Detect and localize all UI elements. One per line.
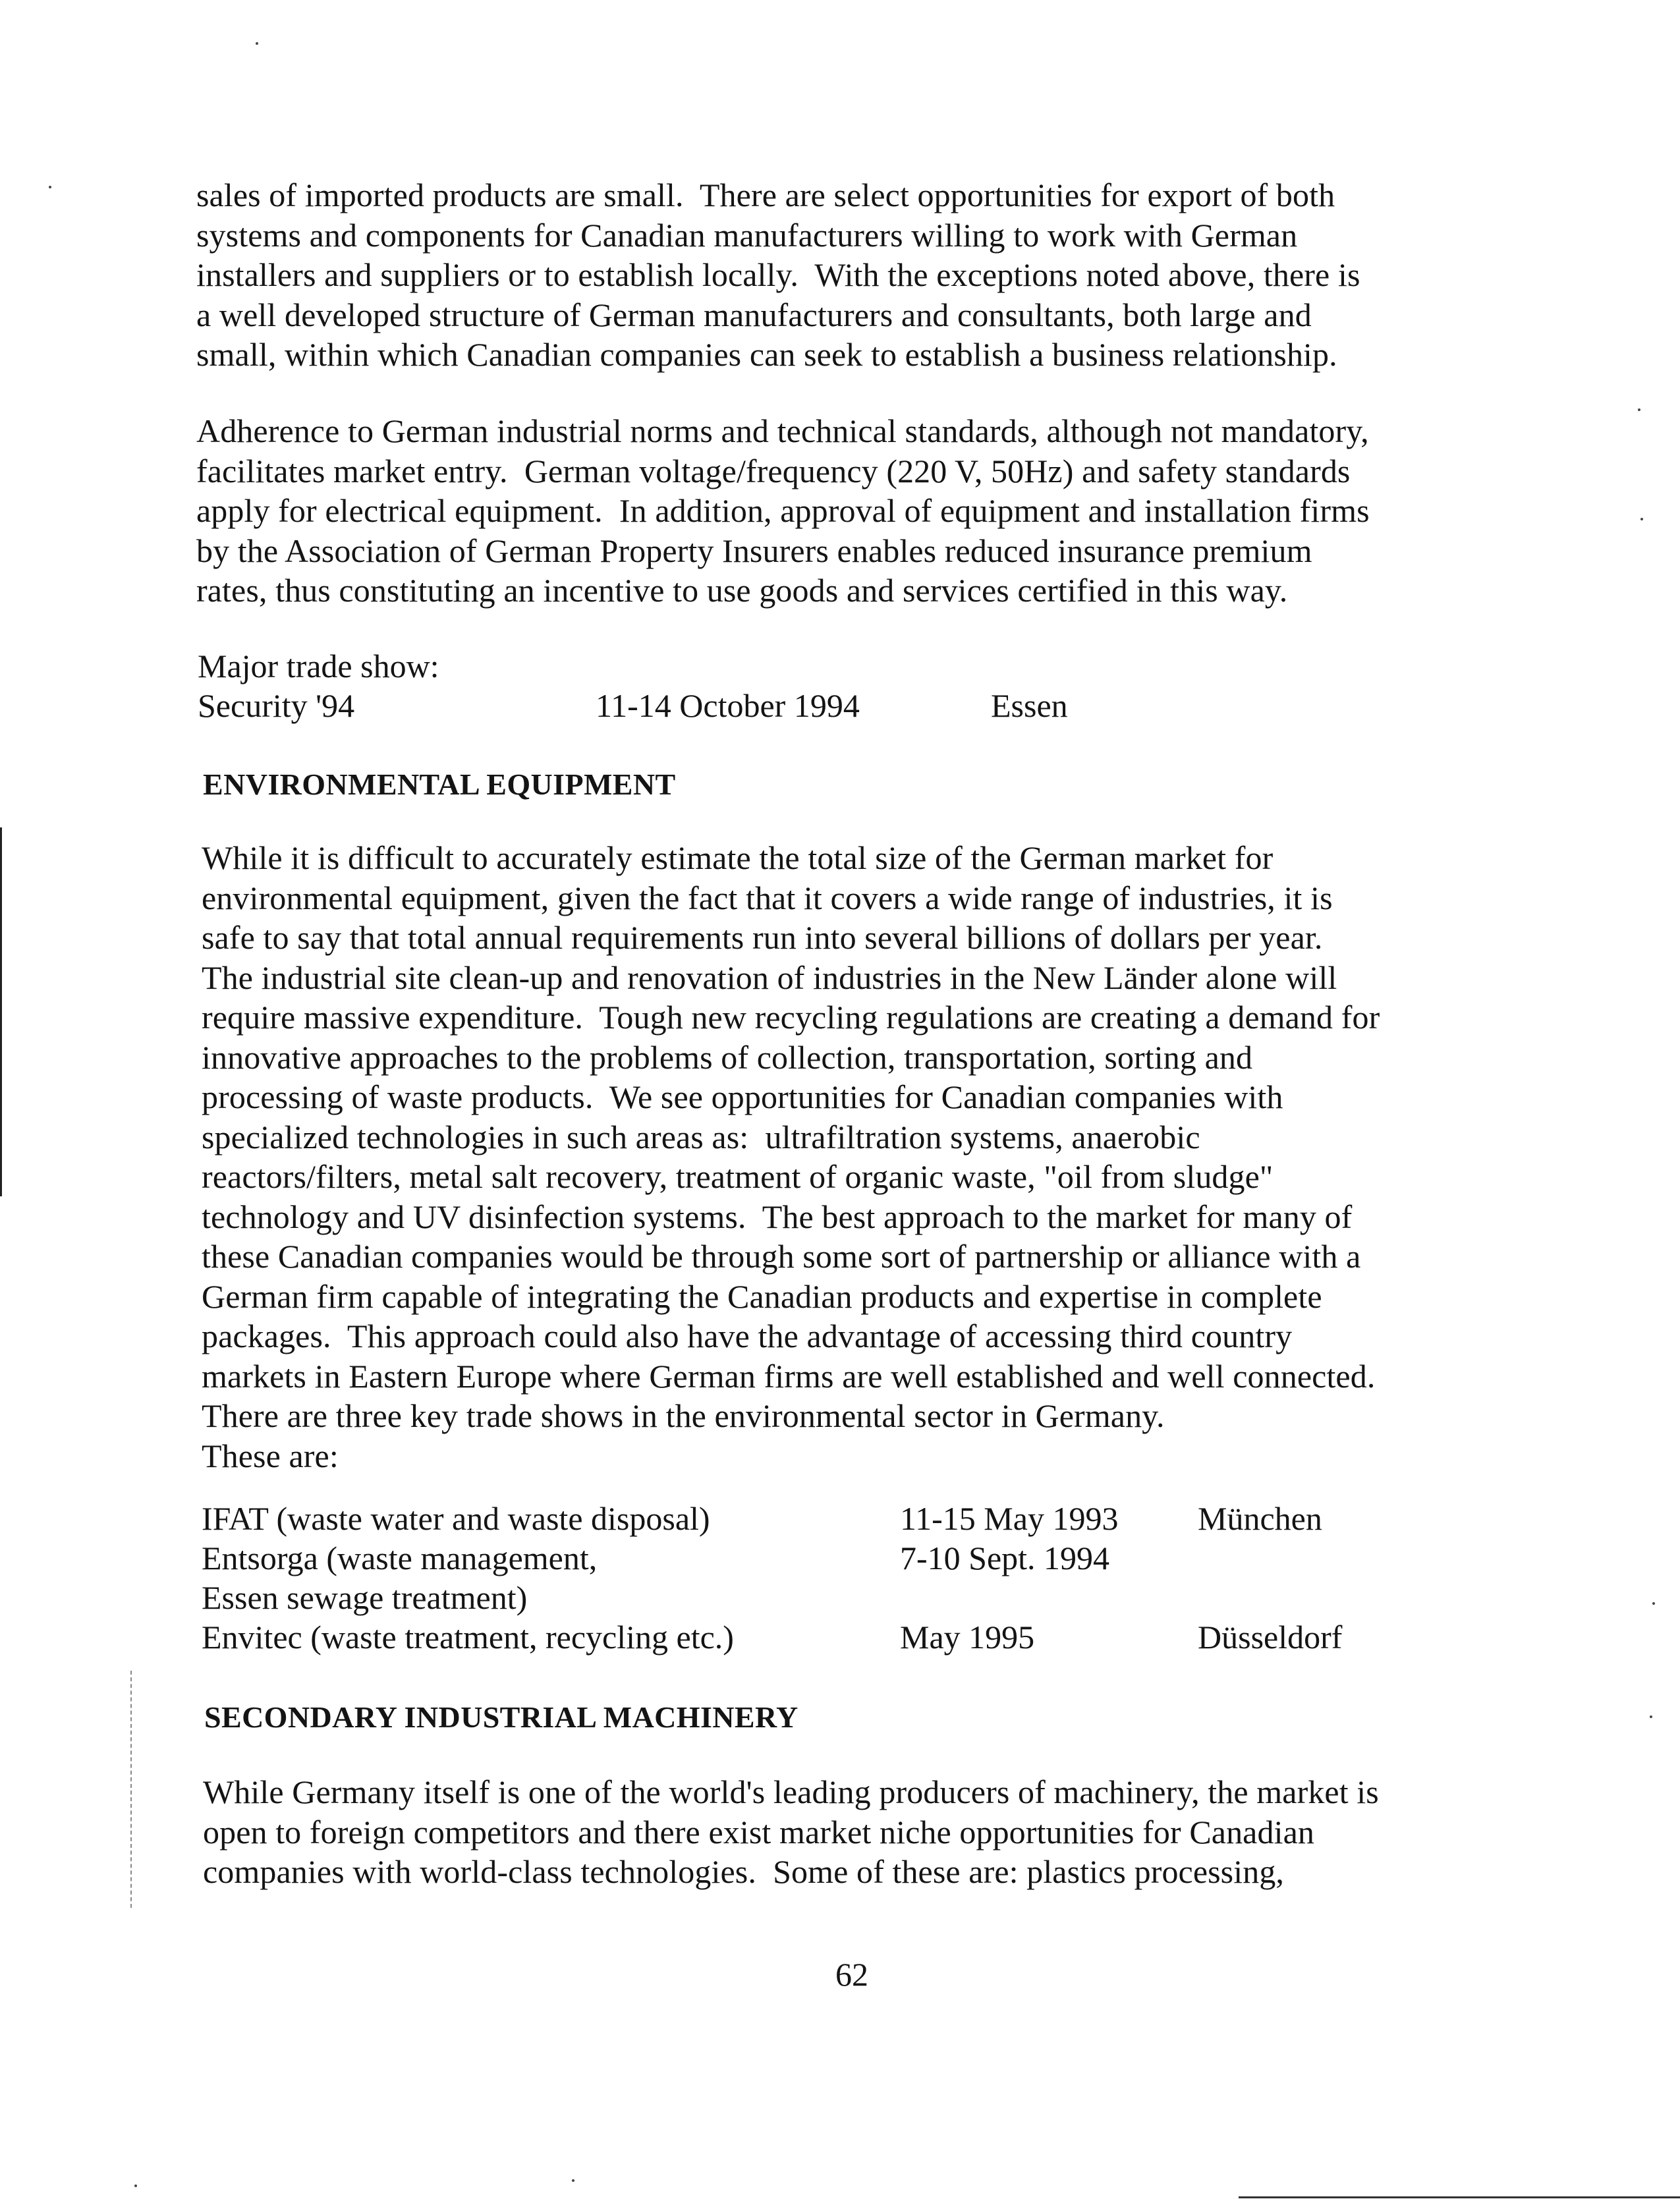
text-line: There are three key trade shows in the environmental sector in Germany. xyxy=(202,1397,1165,1434)
text-line: require massive expenditure. Tough new recycling regulations are creating a demand for xyxy=(202,999,1380,1036)
trade-show-location: Essen xyxy=(991,687,1068,724)
section-heading-machinery: SECONDARY INDUSTRIAL MACHINERY xyxy=(204,1700,798,1734)
scan-speck xyxy=(256,42,258,45)
text-line: processing of waste products. We see opportunities for Canadian companies with xyxy=(202,1078,1283,1115)
text-line: markets in Eastern Europe where German firms are well established and well connected. xyxy=(202,1357,1376,1395)
text-line: The industrial site clean-up and renovation of industries in the New Länder alone will xyxy=(202,959,1337,996)
scan-speck xyxy=(572,2179,574,2182)
text-line: installers and suppliers or to establish locally. With the exceptions noted above, there is xyxy=(196,256,1360,293)
trade-show-name: Security '94 xyxy=(198,687,355,724)
scan-margin-mark xyxy=(130,1671,133,1908)
text-line: systems and components for Canadian manufacturers willing to work with German xyxy=(196,216,1298,254)
paragraph-standards xyxy=(196,411,1514,611)
scan-speck xyxy=(1638,408,1640,411)
paragraph-intro xyxy=(196,175,1514,375)
section-heading-environmental: ENVIRONMENTAL EQUIPMENT xyxy=(203,767,676,801)
text-line: technology and UV disinfection systems. The best approach to the market for many of xyxy=(202,1198,1353,1235)
text-line: apply for electrical equipment. In addition, approval of equipment and installation firms xyxy=(196,492,1370,529)
text-line: reactors/filters, metal salt recovery, treatment of organic waste, "oil from sludge" xyxy=(202,1158,1274,1195)
trade-show-label: Major trade show: xyxy=(198,648,439,684)
text-line: safe to say that total annual requirements run into several billions of dollars per year. xyxy=(202,919,1323,956)
trade-show-row-name: IFAT (waste water and waste disposal) xyxy=(202,1500,710,1537)
trade-show-row-name: Essen sewage treatment) xyxy=(202,1579,528,1616)
trade-show-row-date: 11-15 May 1993 xyxy=(900,1500,1119,1537)
scan-speck xyxy=(1640,518,1643,520)
page-number: 62 xyxy=(835,1956,868,1993)
scan-speck xyxy=(1652,1602,1655,1605)
text-line: These are: xyxy=(202,1437,339,1474)
text-line: While it is difficult to accurately estimate the total size of the German market for xyxy=(202,839,1274,876)
scan-edge-line xyxy=(0,827,2,1196)
text-line: open to foreign competitors and there exist market niche opportunities for Canadian xyxy=(203,1813,1314,1851)
text-line: sales of imported products are small. There are select opportunities for export of both xyxy=(196,177,1335,213)
paragraph-environmental xyxy=(202,838,1519,1476)
trade-show-date: 11-14 October 1994 xyxy=(596,687,860,724)
scan-speck xyxy=(49,186,51,188)
text-line: While Germany itself is one of the world's leading producers of machinery, the market is xyxy=(203,1773,1379,1810)
trade-show-row-name: Envitec (waste treatment, recycling etc.) xyxy=(202,1619,734,1656)
text-line: a well developed structure of German manufacturers and consultants, both large and xyxy=(196,296,1312,333)
text-line: Adherence to German industrial norms and technical standards, although not mandatory, xyxy=(196,412,1369,449)
scan-edge-line xyxy=(1239,2196,1680,2198)
text-line: companies with world-class technologies. Some of these are: plastics processing, xyxy=(203,1853,1285,1890)
trade-show-row-date: May 1995 xyxy=(900,1619,1035,1656)
trade-show-row-location: München xyxy=(1198,1500,1322,1537)
trade-show-row-date: 7-10 Sept. 1994 xyxy=(900,1540,1110,1576)
text-line: facilitates market entry. German voltage/frequency (220 V, 50Hz) and safety standards xyxy=(196,452,1351,489)
text-line: German firm capable of integrating the Canadian products and expertise in complete xyxy=(202,1277,1322,1315)
text-line: small, within which Canadian companies can seek to establish a business relationship. xyxy=(196,336,1337,373)
text-line: innovative approaches to the problems of collection, transportation, sorting and xyxy=(202,1038,1253,1076)
text-line: rates, thus constituting an incentive to use goods and services certified in this way. xyxy=(196,572,1288,609)
paragraph-machinery xyxy=(203,1772,1521,1892)
text-line: these Canadian companies would be through some sort of partnership or alliance with a xyxy=(202,1238,1361,1275)
trade-show-row-name: Entsorga (waste management, xyxy=(202,1540,598,1576)
scan-speck xyxy=(1650,1715,1652,1718)
text-line: by the Association of German Property Insurers enables reduced insurance premium xyxy=(196,532,1312,569)
text-line: packages. This approach could also have the advantage of accessing third country xyxy=(202,1318,1293,1354)
text-line: specialized technologies in such areas as: ultrafiltration systems, anaerobic xyxy=(202,1118,1200,1155)
trade-show-row-location: Düsseldorf xyxy=(1198,1619,1343,1656)
scan-speck xyxy=(134,2185,137,2187)
text-line: environmental equipment, given the fact that it covers a wide range of industries, it is xyxy=(202,879,1333,916)
